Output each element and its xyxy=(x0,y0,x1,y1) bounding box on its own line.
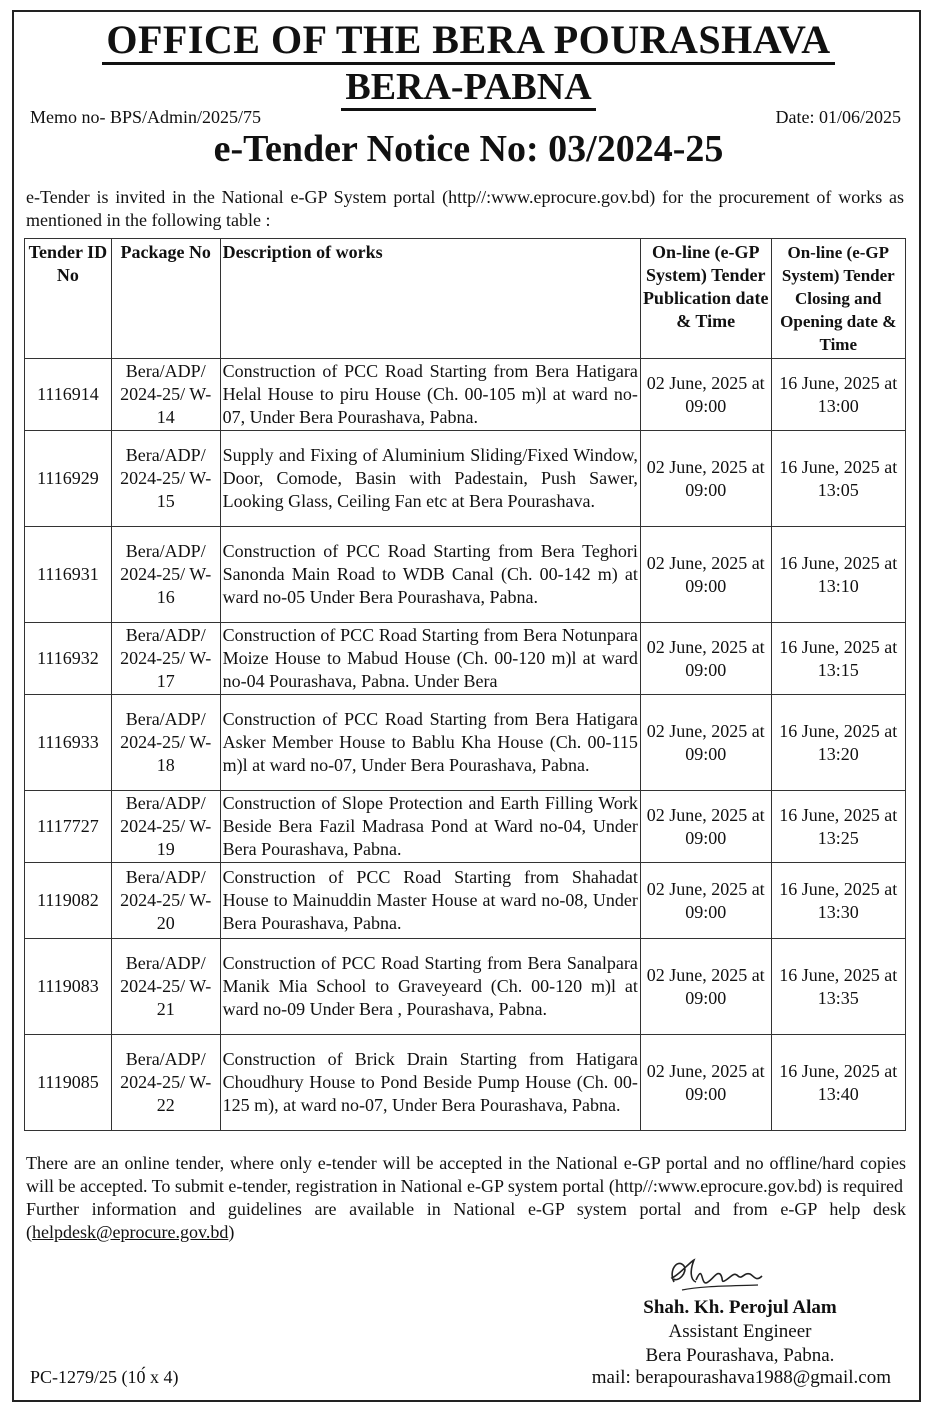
cell-tender-id: 1116929 xyxy=(25,431,112,527)
cell-package: Bera/ADP/ 2024-25/ W-17 xyxy=(111,623,220,695)
cell-description: Construction of PCC Road Starting from Bera Teghori Sanonda Main Road to WDB Canal (Ch. 00-142 m) at ward no-05 Under Bera Pourashava, Pabna. xyxy=(220,527,640,623)
office-title: OFFICE OF THE BERA POURASHAVA xyxy=(0,18,937,62)
cell-publication: 02 June, 2025 at 09:00 xyxy=(640,939,771,1035)
cell-publication: 02 June, 2025 at 09:00 xyxy=(640,863,771,939)
cell-tender-id: 1119085 xyxy=(25,1035,112,1131)
table-row xyxy=(25,863,906,939)
table-header-row xyxy=(25,239,906,359)
cell-description: Construction of PCC Road Starting from Bera Hatigara Asker Member House to Bablu Kha House (Ch. 00-115 m)l at ward no-07, Under Bera Pourashava, Pabna. xyxy=(220,695,640,791)
table-row xyxy=(25,431,906,527)
cell-tender-id: 1119083 xyxy=(25,939,112,1035)
cell-description: Construction of PCC Road Starting from Shahadat House to Mainuddin Master House at ward no-08, Under Bera Pourashava, Pabna. xyxy=(220,863,640,939)
notice-title: e-Tender Notice No: 03/2024-25 xyxy=(213,128,724,170)
cell-closing: 16 June, 2025 at 13:05 xyxy=(771,431,905,527)
signatory-email[interactable]: mail: berapourashava1988@gmail.com xyxy=(591,1367,891,1388)
helpdesk-email-link[interactable]: helpdesk@eprocure.gov.bd xyxy=(32,1222,229,1242)
cell-package: Bera/ADP/ 2024-25/ W-20 xyxy=(111,863,220,939)
cell-closing: 16 June, 2025 at 13:00 xyxy=(771,359,905,431)
footer-paragraph-1: There are an online tender, where only e-tender will be accepted in the National e-GP portal and no offline/hard copies will be accepted. To submit e-tender, registration in National e-GP system portal (http//:www.eprocure.gov.bd) is required xyxy=(26,1153,906,1196)
table-row xyxy=(25,939,906,1035)
table-row xyxy=(25,359,906,431)
table-row xyxy=(25,623,906,695)
signatory-office: Bera Pourashava, Pabna. xyxy=(645,1345,835,1366)
office-location: BERA-PABNA xyxy=(0,66,937,108)
cell-tender-id: 1116914 xyxy=(25,359,112,431)
table-row xyxy=(25,1035,906,1131)
cell-description: Construction of Slope Protection and Earth Filling Work Beside Bera Fazil Madrasa Pond at Ward no-04, Under Bera Pourashava, Pabna. xyxy=(220,791,640,863)
header-closing: On-line (e-GP System) Tender Closing and Opening date & Time xyxy=(771,239,905,359)
notice-date: Date: 01/06/2025 xyxy=(775,107,901,127)
table-row xyxy=(25,527,906,623)
cell-tender-id: 1116932 xyxy=(25,623,112,695)
tender-table xyxy=(24,238,906,1131)
cell-publication: 02 June, 2025 at 09:00 xyxy=(640,1035,771,1131)
cell-closing: 16 June, 2025 at 13:10 xyxy=(771,527,905,623)
cell-tender-id: 1116933 xyxy=(25,695,112,791)
cell-tender-id: 1117727 xyxy=(25,791,112,863)
handwritten-signature xyxy=(660,1252,770,1294)
cell-description: Supply and Fixing of Aluminium Sliding/Fixed Window, Door, Comode, Basin with Padestain, Push Sawer, Looking Glass, Ceiling Fan etc at Bera Pourashava. xyxy=(220,431,640,527)
cell-package: Bera/ADP/ 2024-25/ W-22 xyxy=(111,1035,220,1131)
cell-description: Construction of Brick Drain Starting from Hatigara Choudhury House to Pond Beside Pump House (Ch. 00-125 m), at ward no-07, Under Bera Pourashava, Pabna. xyxy=(220,1035,640,1131)
table-row xyxy=(25,791,906,863)
cell-closing: 16 June, 2025 at 13:20 xyxy=(771,695,905,791)
footer-paragraph-2: Further information and guidelines are available in National e-GP system portal and from e-GP help desk (helpdesk@eprocure.gov.bd) xyxy=(26,1199,906,1242)
cell-closing: 16 June, 2025 at 13:35 xyxy=(771,939,905,1035)
cell-publication: 02 June, 2025 at 09:00 xyxy=(640,359,771,431)
cell-closing: 16 June, 2025 at 13:15 xyxy=(771,623,905,695)
cell-closing: 16 June, 2025 at 13:25 xyxy=(771,791,905,863)
table-row xyxy=(25,695,906,791)
cell-publication: 02 June, 2025 at 09:00 xyxy=(640,623,771,695)
cell-publication: 02 June, 2025 at 09:00 xyxy=(640,431,771,527)
cell-package: Bera/ADP/ 2024-25/ W-19 xyxy=(111,791,220,863)
cell-publication: 02 June, 2025 at 09:00 xyxy=(640,527,771,623)
cell-package: Bera/ADP/ 2024-25/ W-21 xyxy=(111,939,220,1035)
cell-tender-id: 1116931 xyxy=(25,527,112,623)
signatory-name: Shah. Kh. Perojul Alam xyxy=(643,1297,837,1318)
header-tender-id: Tender ID No xyxy=(25,239,112,359)
header-publication: On-line (e-GP System) Tender Publication date & Time xyxy=(640,239,771,359)
cell-package: Bera/ADP/ 2024-25/ W-14 xyxy=(111,359,220,431)
cell-package: Bera/ADP/ 2024-25/ W-18 xyxy=(111,695,220,791)
cell-publication: 02 June, 2025 at 09:00 xyxy=(640,791,771,863)
print-code: PC-1279/25 (10́ x 4) xyxy=(30,1367,179,1387)
memo-number: Memo no- BPS/Admin/2025/75 xyxy=(30,107,262,127)
signatory-designation: Assistant Engineer xyxy=(668,1321,812,1342)
header-description: Description of works xyxy=(220,239,640,359)
cell-description: Construction of PCC Road Starting from Bera Sanalpara Manik Mia School to Graveyeard (Ch. 00-120 m)l at ward no-09 Under Bera , Pourashava, Pabna. xyxy=(220,939,640,1035)
intro-paragraph: e-Tender is invited in the National e-GP System portal (http//:www.eprocure.gov.bd) for the procurement of works as mentioned in the following table : xyxy=(26,187,904,230)
footer-notes xyxy=(26,1152,906,1244)
cell-package: Bera/ADP/ 2024-25/ W-16 xyxy=(111,527,220,623)
cell-description: Construction of PCC Road Starting from Bera Notunpara Moize House to Mabud House (Ch. 00-120 m)l at ward no-04 Pourashava, Pabna. Under Bera xyxy=(220,623,640,695)
cell-closing: 16 June, 2025 at 13:30 xyxy=(771,863,905,939)
header-package: Package No xyxy=(111,239,220,359)
cell-closing: 16 June, 2025 at 13:40 xyxy=(771,1035,905,1131)
cell-description: Construction of PCC Road Starting from Bera Hatigara Helal House to piru House (Ch. 00-105 m)l at ward no-07, Under Bera Pourashava, Pabna. xyxy=(220,359,640,431)
cell-package: Bera/ADP/ 2024-25/ W-15 xyxy=(111,431,220,527)
cell-publication: 02 June, 2025 at 09:00 xyxy=(640,695,771,791)
cell-tender-id: 1119082 xyxy=(25,863,112,939)
